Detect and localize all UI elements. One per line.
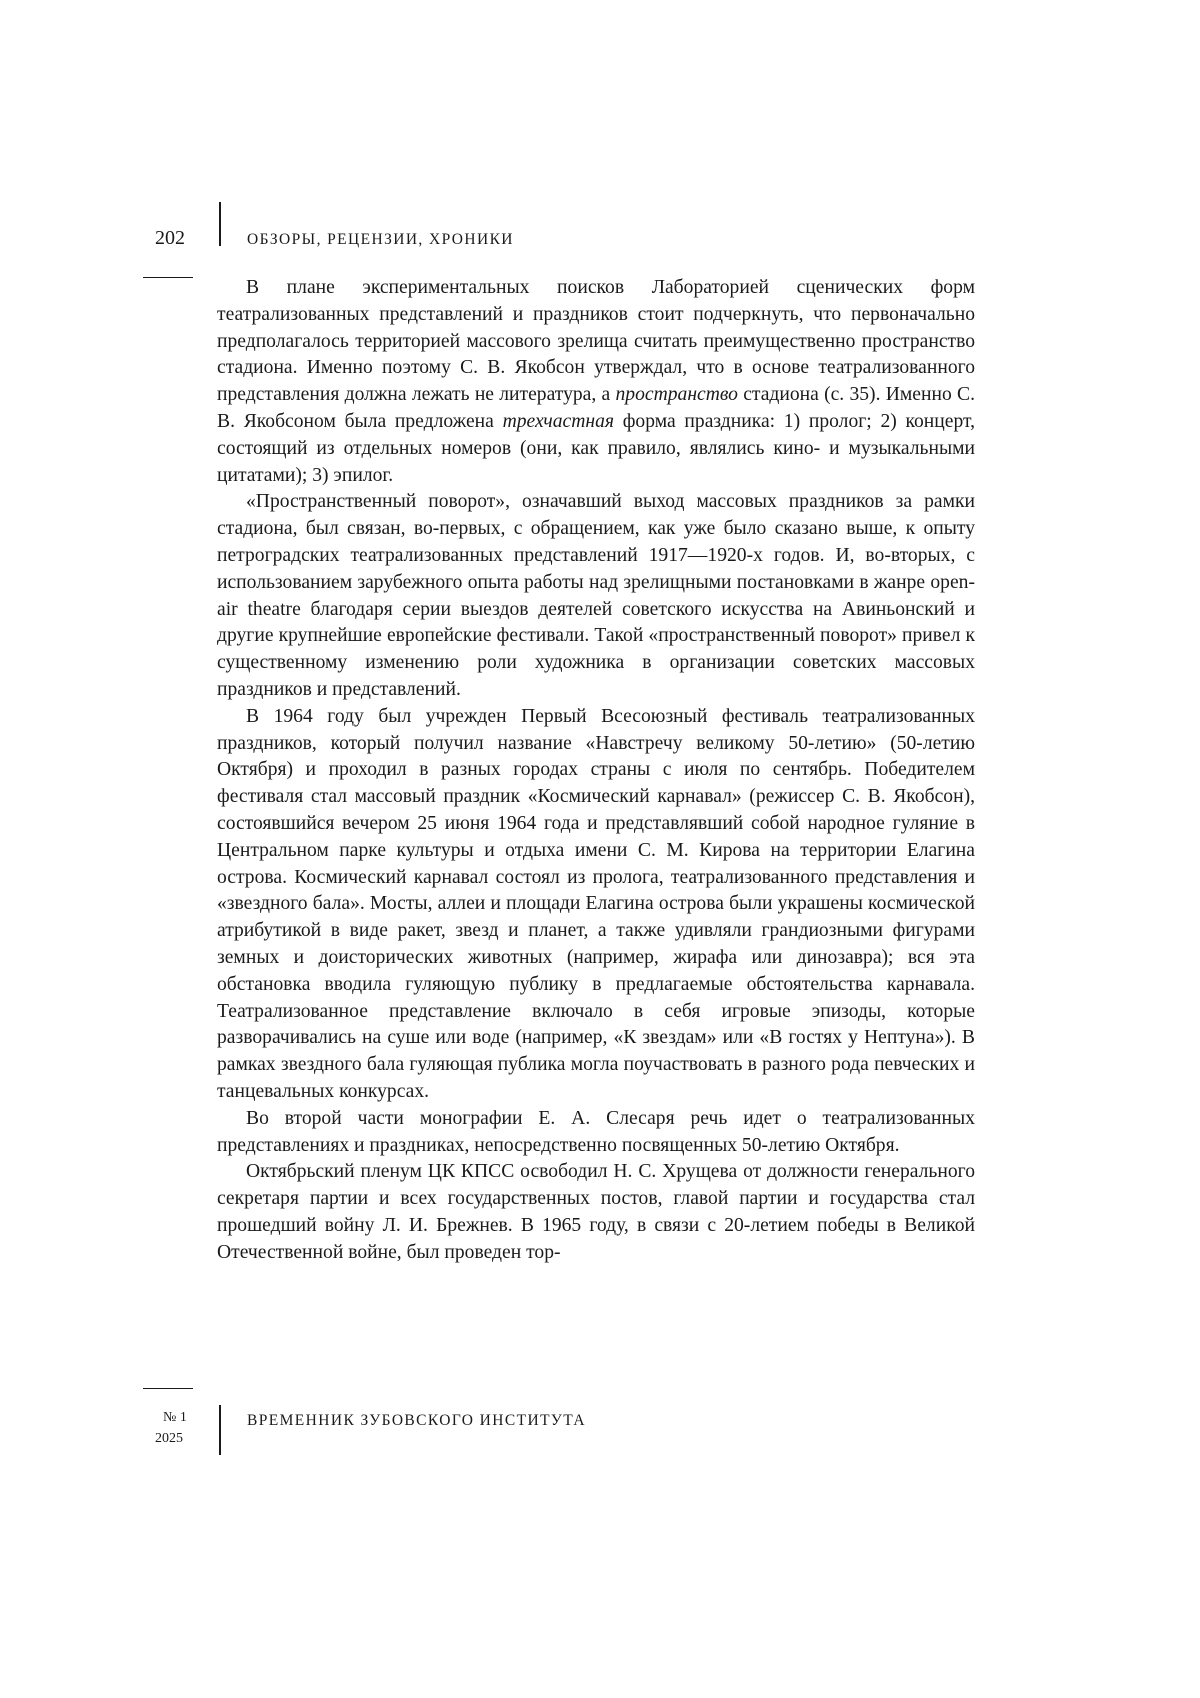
header-vertical-rule bbox=[219, 202, 221, 246]
paragraph-text: форма праздника: 1) пролог; 2) концерт, состоящий из отдельных номеров (они, как правило, являлись кино- и музыкальными цитатами); 3) эпилог. bbox=[217, 410, 975, 486]
italic-term: пространство bbox=[615, 384, 738, 406]
paragraph-text: Во второй части монографии Е. А. Слесаря речь идет о театрализованных представлениях и праздниках, непосредственно посвященных 50-летию Октября. bbox=[217, 1107, 975, 1156]
paragraph bbox=[217, 1106, 975, 1160]
paragraph bbox=[217, 489, 975, 703]
paragraph-text: стадиона (с. 35). Именно С. В. Якобсоном была предложена bbox=[217, 384, 975, 432]
paragraph-text: «Пространственный поворот», означавший выход массовых праздников за рамки стадиона, был связан, во-первых, с обращением, как уже было сказано выше, к опыту петроградских театрализованных представлений 1917—1920-х годов. И, во-вторых, с использованием зарубежного опыта работы над зрелищными постановками в жанре open-air theatre благодаря серии выездов деятелей советского искусства на Авиньонский и другие крупнейшие европейские фестивали. Такой «пространственный поворот» привел к существенному изменению роли художника в организации советских массовых праздников и представлений. bbox=[217, 491, 975, 700]
footer-horizontal-rule bbox=[143, 1388, 193, 1389]
issue-year: 2025 bbox=[155, 1431, 183, 1446]
issue-number: № 1 bbox=[163, 1410, 187, 1425]
paragraph bbox=[217, 704, 975, 1106]
page-number: 202 bbox=[155, 227, 185, 249]
paragraph-text: Октябрьский пленум ЦК КПСС освободил Н. С. Хрущева от должности генерального секретаря партии и всех государственных постов, главой партии и государства стал прошедший войну Л. И. Брежнев. В 1965 году, в связи с 20-летием победы в Великой Отечественной войне, был проведен тор- bbox=[217, 1161, 975, 1263]
italic-term: трехчастная bbox=[502, 410, 615, 432]
paragraph-text: В плане экспериментальных поисков Лабораторией сценических форм театрализованных представлений и праздников стоит подчеркнуть, что первоначально предполагалось территорией массового зрелища считать преимущественно пространство стадиона. Именно поэтому С. В. Якобсон утверждал, что в основе театрализованного представления должна лежать не литература, а bbox=[217, 277, 975, 406]
paragraph bbox=[217, 1159, 975, 1266]
footer-vertical-rule bbox=[219, 1405, 221, 1455]
header-horizontal-rule bbox=[143, 277, 193, 278]
journal-title: ВРЕМЕННИК ЗУБОВСКОГО ИНСТИТУТА bbox=[247, 1412, 586, 1429]
section-title: ОБЗОРЫ, РЕЦЕНЗИИ, ХРОНИКИ bbox=[247, 231, 514, 248]
article-body bbox=[217, 275, 975, 1266]
paragraph-text: В 1964 году был учрежден Первый Всесоюзный фестиваль театрализованных праздников, который получил название «Навстречу великому 50-летию» (50-летию Октября) и проходил в разных городах страны с июля по сентябрь. Победителем фестиваля стал массовый праздник «Космический карнавал» (режиссер С. В. Якобсон), состоявшийся вечером 25 июня 1964 года и представлявший собой народное гуляние в Центральном парке культуры и отдыха имени С. М. Кирова на территории Елагина острова. Космический карнавал состоял из пролога, театрализованного представления и «звездного бала». Мосты, аллеи и площади Елагина острова были украшены космической атрибутикой в виде ракет, звезд и планет, а также удивляли грандиозными фигурами земных и доисторических животных (например, жирафа или динозавра); вся эта обстановка вводила гуляющую публику в предлагаемые обстоятельства карнавала. Театрализованное представление включало в себя игровые эпизоды, которые разворачивались на суше или воде (например, «К звездам» или «В гостях у Нептуна»). В рамках звездного бала гуляющая публика могла поучаствовать в разного рода певческих и танцевальных конкурсах. bbox=[217, 705, 975, 1102]
paragraph bbox=[217, 275, 975, 489]
